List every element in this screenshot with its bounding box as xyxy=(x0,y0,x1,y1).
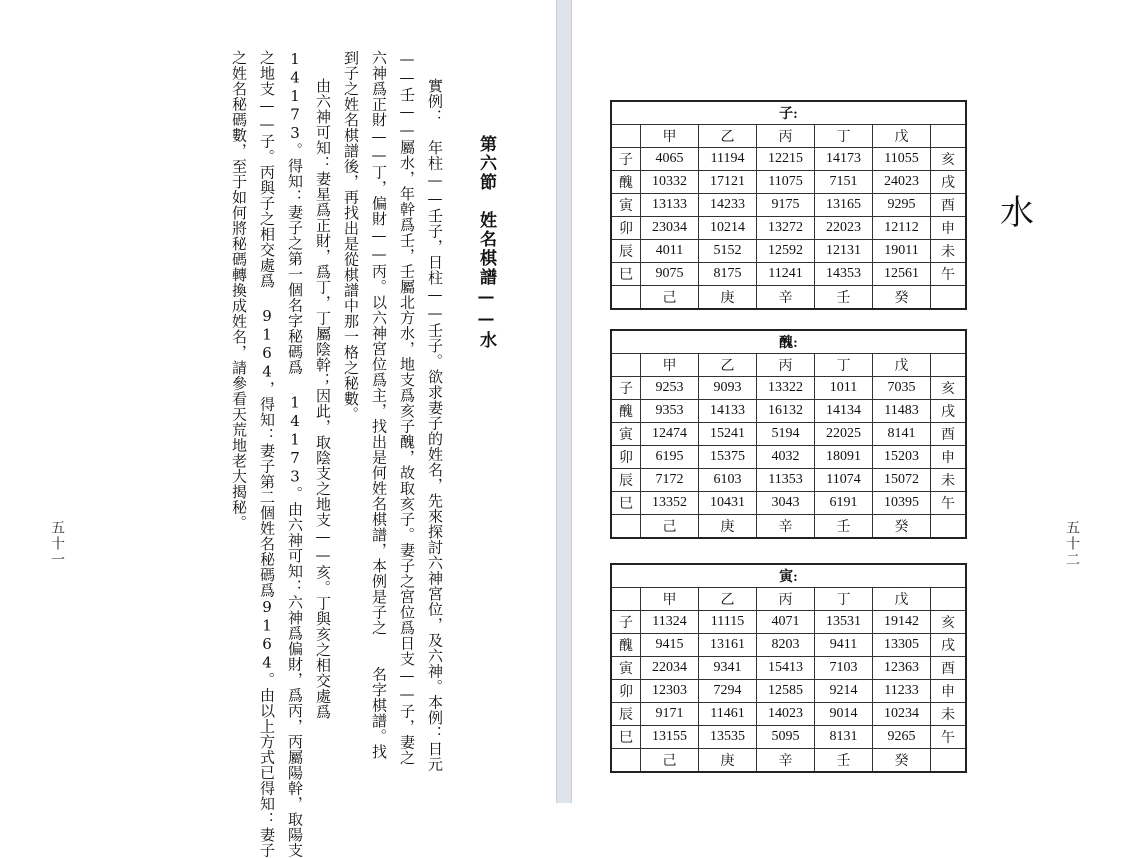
value-cell: 11074 xyxy=(815,469,873,492)
branch-cell: 戌 xyxy=(931,171,967,194)
footer-cell: 壬 xyxy=(815,515,873,539)
table-caption: 寅: xyxy=(611,564,966,588)
value-cell: 8141 xyxy=(873,423,931,446)
value-cell: 11233 xyxy=(873,680,931,703)
value-cell: 9175 xyxy=(757,194,815,217)
table-row xyxy=(611,492,966,515)
table-row xyxy=(611,657,966,680)
value-cell: 13161 xyxy=(699,634,757,657)
table-row xyxy=(611,680,966,703)
value-cell: 12363 xyxy=(873,657,931,680)
value-cell: 14173 xyxy=(815,148,873,171)
branch-cell: 酉 xyxy=(931,423,967,446)
branch-cell: 醜 xyxy=(611,400,641,423)
footer-cell: 癸 xyxy=(873,749,931,773)
value-cell: 12215 xyxy=(757,148,815,171)
value-cell: 12592 xyxy=(757,240,815,263)
value-cell: 13535 xyxy=(699,726,757,749)
value-cell: 11461 xyxy=(699,703,757,726)
value-cell: 8175 xyxy=(699,263,757,286)
header-cell: 丁 xyxy=(815,125,873,148)
value-cell: 6191 xyxy=(815,492,873,515)
value-cell: 6103 xyxy=(699,469,757,492)
value-cell: 10234 xyxy=(873,703,931,726)
value-cell: 9411 xyxy=(815,634,873,657)
branch-cell: 辰 xyxy=(611,469,641,492)
value-cell: 24023 xyxy=(873,171,931,194)
branch-cell: 午 xyxy=(931,726,967,749)
footer-cell: 己 xyxy=(641,749,699,773)
branch-cell: 醜 xyxy=(611,634,641,657)
footer-cell: 庚 xyxy=(699,515,757,539)
name-chart-table-chou xyxy=(610,329,967,539)
branch-cell: 卯 xyxy=(611,446,641,469)
page-gutter xyxy=(556,0,572,803)
value-cell: 13352 xyxy=(641,492,699,515)
table-row xyxy=(611,469,966,492)
value-cell: 22023 xyxy=(815,217,873,240)
value-cell: 7103 xyxy=(815,657,873,680)
value-cell: 11055 xyxy=(873,148,931,171)
value-cell: 5152 xyxy=(699,240,757,263)
footer-cell: 己 xyxy=(641,515,699,539)
body-column-2: ——壬——屬水，年幹爲壬，壬屬北方水，地支爲亥子醜，故取亥子。妻子之宮位爲日支——子，妻之 xyxy=(398,50,416,766)
value-cell: 9253 xyxy=(641,377,699,400)
value-cell: 15413 xyxy=(757,657,815,680)
branch-cell: 子 xyxy=(611,611,641,634)
name-chart-table-yin xyxy=(610,563,967,773)
value-cell: 7035 xyxy=(873,377,931,400)
value-cell: 11324 xyxy=(641,611,699,634)
branch-cell: 寅 xyxy=(611,194,641,217)
value-cell: 9415 xyxy=(641,634,699,657)
branch-cell: 未 xyxy=(931,703,967,726)
value-cell: 23034 xyxy=(641,217,699,240)
value-cell: 9093 xyxy=(699,377,757,400)
value-cell: 14134 xyxy=(815,400,873,423)
name-chart-table-zi xyxy=(610,100,967,310)
footer-cell: 辛 xyxy=(757,286,815,310)
value-cell: 12112 xyxy=(873,217,931,240)
header-cell: 甲 xyxy=(641,588,699,611)
header-cell: 丙 xyxy=(757,125,815,148)
value-cell: 4071 xyxy=(757,611,815,634)
value-cell: 9214 xyxy=(815,680,873,703)
branch-cell: 申 xyxy=(931,217,967,240)
header-cell: 戊 xyxy=(873,354,931,377)
value-cell: 13272 xyxy=(757,217,815,240)
branch-cell: 寅 xyxy=(611,657,641,680)
value-cell: 14133 xyxy=(699,400,757,423)
table-row xyxy=(611,726,966,749)
footer-cell: 庚 xyxy=(699,749,757,773)
table-row xyxy=(611,171,966,194)
value-cell: 5095 xyxy=(757,726,815,749)
header-cell: 甲 xyxy=(641,125,699,148)
value-cell: 4065 xyxy=(641,148,699,171)
value-cell: 16132 xyxy=(757,400,815,423)
header-cell: 乙 xyxy=(699,125,757,148)
footer-cell: 庚 xyxy=(699,286,757,310)
section-heading: 第六節 姓名棋譜——水 xyxy=(476,135,496,350)
table-row xyxy=(611,634,966,657)
header-cell: 丁 xyxy=(815,354,873,377)
value-cell: 15203 xyxy=(873,446,931,469)
body-column-4: 到子之姓名棋譜後，再找出是從棋譜中那一格之秘數。 xyxy=(342,50,360,422)
body-column-1: 實例： 年柱——壬子，日柱——壬子。欲求妻子的姓名，先來探討六神宮位，及六神。本例：日元 xyxy=(426,78,444,772)
branch-cell: 卯 xyxy=(611,680,641,703)
footer-cell: 辛 xyxy=(757,749,815,773)
branch-cell: 戌 xyxy=(931,634,967,657)
value-cell: 11353 xyxy=(757,469,815,492)
body-column-7: 之地支——子。丙與子之相交處爲 9164，得知：妻子第二個姓名秘碼爲9164。由以上方式已得知：妻子 xyxy=(258,50,276,858)
branch-cell: 申 xyxy=(931,680,967,703)
value-cell: 12585 xyxy=(757,680,815,703)
header-cell: 戊 xyxy=(873,588,931,611)
value-cell: 9265 xyxy=(873,726,931,749)
value-cell: 4032 xyxy=(757,446,815,469)
value-cell: 11115 xyxy=(699,611,757,634)
branch-cell: 亥 xyxy=(931,611,967,634)
branch-cell: 巳 xyxy=(611,263,641,286)
branch-cell: 辰 xyxy=(611,703,641,726)
branch-cell: 子 xyxy=(611,148,641,171)
value-cell: 9014 xyxy=(815,703,873,726)
value-cell: 12303 xyxy=(641,680,699,703)
table-row xyxy=(611,703,966,726)
value-cell: 13133 xyxy=(641,194,699,217)
branch-cell: 申 xyxy=(931,446,967,469)
value-cell: 10431 xyxy=(699,492,757,515)
branch-cell: 辰 xyxy=(611,240,641,263)
side-title: 水 xyxy=(1000,193,1034,233)
value-cell: 12131 xyxy=(815,240,873,263)
footer-cell: 辛 xyxy=(757,515,815,539)
header-cell: 丙 xyxy=(757,354,815,377)
value-cell: 17121 xyxy=(699,171,757,194)
header-cell: 乙 xyxy=(699,354,757,377)
value-cell: 14023 xyxy=(757,703,815,726)
value-cell: 13531 xyxy=(815,611,873,634)
body-column-5: 由六神可知：妻星爲正財，爲丁，丁屬陰幹；因此，取陰支之地支——亥。丁與亥之相交處爲 xyxy=(314,78,332,720)
value-cell: 6195 xyxy=(641,446,699,469)
branch-cell: 卯 xyxy=(611,217,641,240)
branch-cell: 酉 xyxy=(931,657,967,680)
branch-cell: 巳 xyxy=(611,492,641,515)
value-cell: 7294 xyxy=(699,680,757,703)
branch-cell: 巳 xyxy=(611,726,641,749)
table-row xyxy=(611,263,966,286)
header-cell: 乙 xyxy=(699,588,757,611)
value-cell: 11241 xyxy=(757,263,815,286)
branch-cell: 酉 xyxy=(931,194,967,217)
branch-cell: 午 xyxy=(931,263,967,286)
value-cell: 7151 xyxy=(815,171,873,194)
value-cell: 9075 xyxy=(641,263,699,286)
value-cell: 15072 xyxy=(873,469,931,492)
value-cell: 9295 xyxy=(873,194,931,217)
value-cell: 13305 xyxy=(873,634,931,657)
branch-cell: 午 xyxy=(931,492,967,515)
page-number-left: 五十一 xyxy=(49,520,65,568)
value-cell: 19142 xyxy=(873,611,931,634)
branch-cell: 寅 xyxy=(611,423,641,446)
value-cell: 18091 xyxy=(815,446,873,469)
value-cell: 14353 xyxy=(815,263,873,286)
branch-cell: 亥 xyxy=(931,148,967,171)
header-cell: 戊 xyxy=(873,125,931,148)
table-row xyxy=(611,377,966,400)
table-row xyxy=(611,400,966,423)
left-page xyxy=(0,0,556,858)
table-row xyxy=(611,148,966,171)
body-column-3: 六神爲正財——丁，偏財——丙。以六神宮位爲主，找出是何姓名棋譜，本例是子之 名字棋譜。找 xyxy=(370,50,388,760)
value-cell: 1011 xyxy=(815,377,873,400)
value-cell: 13155 xyxy=(641,726,699,749)
body-column-6: 14173。得知：妻子之第一個名字秘碼爲 14173。由六神可知：六神爲偏財，爲丙，丙屬陽幹，取陽支 xyxy=(286,50,304,858)
body-column-8: 之姓名秘碼數，至于如何將秘碼轉換成姓名，請參看天荒地老大揭秘。 xyxy=(230,50,248,531)
branch-cell: 未 xyxy=(931,240,967,263)
footer-cell: 癸 xyxy=(873,515,931,539)
value-cell: 9171 xyxy=(641,703,699,726)
value-cell: 5194 xyxy=(757,423,815,446)
table-row xyxy=(611,240,966,263)
branch-cell: 未 xyxy=(931,469,967,492)
table-row xyxy=(611,217,966,240)
value-cell: 22034 xyxy=(641,657,699,680)
value-cell: 13322 xyxy=(757,377,815,400)
value-cell: 8131 xyxy=(815,726,873,749)
table-row xyxy=(611,423,966,446)
value-cell: 8203 xyxy=(757,634,815,657)
branch-cell: 醜 xyxy=(611,171,641,194)
value-cell: 15241 xyxy=(699,423,757,446)
page-number-right: 五十二 xyxy=(1064,520,1080,568)
value-cell: 11483 xyxy=(873,400,931,423)
table-caption: 子: xyxy=(611,101,966,125)
header-cell: 丁 xyxy=(815,588,873,611)
value-cell: 3043 xyxy=(757,492,815,515)
branch-cell: 子 xyxy=(611,377,641,400)
table-row xyxy=(611,446,966,469)
value-cell: 10332 xyxy=(641,171,699,194)
value-cell: 4011 xyxy=(641,240,699,263)
table-row xyxy=(611,611,966,634)
branch-cell: 戌 xyxy=(931,400,967,423)
branch-cell: 亥 xyxy=(931,377,967,400)
value-cell: 9353 xyxy=(641,400,699,423)
header-cell: 丙 xyxy=(757,588,815,611)
footer-cell: 己 xyxy=(641,286,699,310)
value-cell: 22025 xyxy=(815,423,873,446)
table-row xyxy=(611,194,966,217)
footer-cell: 癸 xyxy=(873,286,931,310)
value-cell: 7172 xyxy=(641,469,699,492)
value-cell: 15375 xyxy=(699,446,757,469)
footer-cell: 壬 xyxy=(815,286,873,310)
footer-cell: 壬 xyxy=(815,749,873,773)
value-cell: 11075 xyxy=(757,171,815,194)
value-cell: 14233 xyxy=(699,194,757,217)
value-cell: 11194 xyxy=(699,148,757,171)
value-cell: 10395 xyxy=(873,492,931,515)
header-cell: 甲 xyxy=(641,354,699,377)
value-cell: 9341 xyxy=(699,657,757,680)
value-cell: 19011 xyxy=(873,240,931,263)
value-cell: 12561 xyxy=(873,263,931,286)
table-caption: 醜: xyxy=(611,330,966,354)
value-cell: 13165 xyxy=(815,194,873,217)
value-cell: 12474 xyxy=(641,423,699,446)
value-cell: 10214 xyxy=(699,217,757,240)
